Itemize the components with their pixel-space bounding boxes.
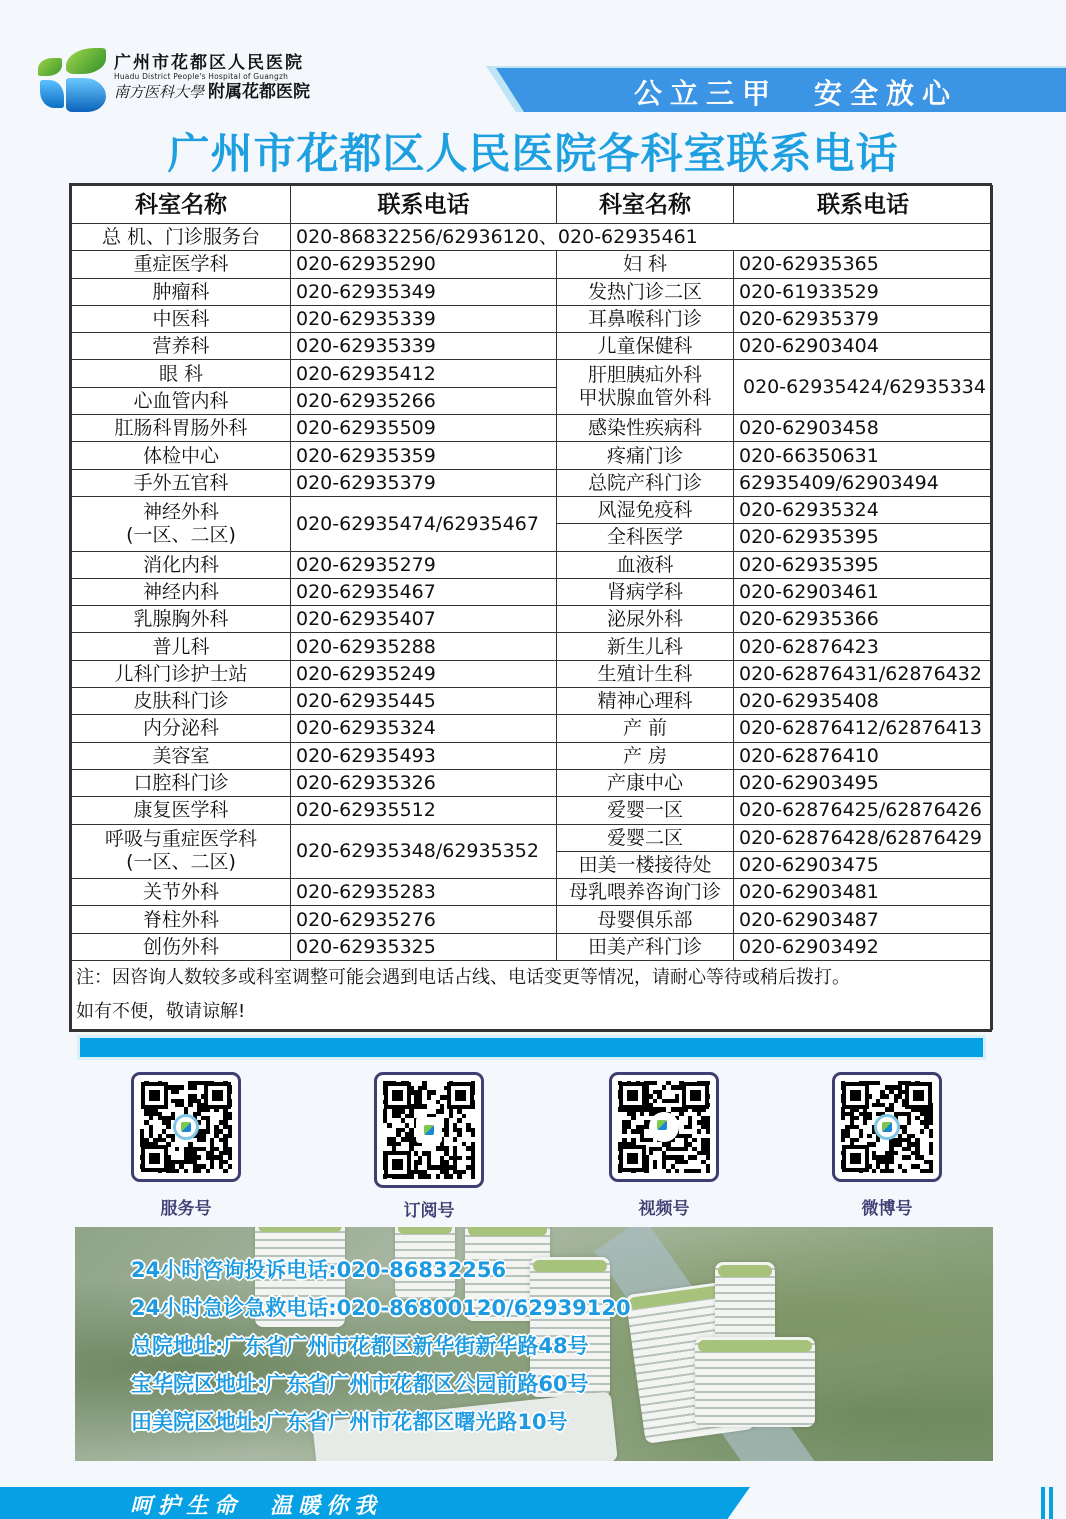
page-title: 广州市花都区人民医院各科室联系电话 bbox=[167, 129, 899, 178]
dept-name: 产 房 bbox=[557, 742, 734, 769]
qr-subscription-account[interactable] bbox=[369, 1072, 489, 1221]
table-row bbox=[72, 578, 993, 605]
contact-info-block bbox=[131, 1251, 631, 1441]
table-row bbox=[72, 633, 993, 660]
dept-phone: 020-62935395 bbox=[734, 524, 993, 551]
dept-name: 田美产科门诊 bbox=[557, 933, 734, 960]
dept-phone: 62935409/62903494 bbox=[734, 469, 993, 496]
dept-phone: 020-62935339 bbox=[291, 305, 557, 332]
dept-phone: 020-62935474/62935467 bbox=[291, 496, 557, 551]
dept-phone: 020-62935379 bbox=[291, 469, 557, 496]
dept-phone: 020-62935424/62935334 bbox=[734, 360, 993, 415]
note-cell bbox=[72, 961, 993, 1030]
table-row bbox=[72, 660, 993, 687]
dept-phone: 020-66350631 bbox=[734, 442, 993, 469]
dept-phone: 020-62935290 bbox=[291, 251, 557, 278]
dept-name: 血液科 bbox=[557, 551, 734, 578]
hotline-emergency: 24小时急诊急救电话:020-86800120/62939120 bbox=[131, 1296, 631, 1320]
table-row bbox=[72, 742, 993, 769]
qr-video-account[interactable] bbox=[604, 1072, 724, 1219]
qr-code-icon[interactable] bbox=[832, 1072, 942, 1182]
dept-name: 生殖计生科 bbox=[557, 660, 734, 687]
dept-name: 康复医学科 bbox=[72, 797, 291, 824]
table-row bbox=[72, 824, 993, 851]
dept-name: 重症医学科 bbox=[72, 251, 291, 278]
dept-phone: 020-62935276 bbox=[291, 906, 557, 933]
dept-name: 感染性疾病科 bbox=[557, 415, 734, 442]
dept-phone: 020-62935365 bbox=[734, 251, 993, 278]
table-row bbox=[72, 305, 993, 332]
dept-phone: 020-62903404 bbox=[734, 333, 993, 360]
qr-label: 订阅号 bbox=[403, 1201, 455, 1221]
dept-phone: 020-62935395 bbox=[734, 551, 993, 578]
qr-code-icon[interactable] bbox=[131, 1072, 241, 1182]
dept-name: 口腔科门诊 bbox=[72, 769, 291, 796]
dept-name-line1: 肝胆胰疝外科 bbox=[587, 364, 702, 387]
dept-name: 乳腺胸外科 bbox=[72, 606, 291, 633]
table-row bbox=[72, 769, 993, 796]
dept-phone: 020-62935288 bbox=[291, 633, 557, 660]
dept-phone: 020-62935324 bbox=[291, 715, 557, 742]
qr-label: 视频号 bbox=[638, 1199, 690, 1219]
dept-name: 创伤外科 bbox=[72, 933, 291, 960]
dept-phone: 020-62903475 bbox=[734, 851, 993, 878]
qr-label: 微博号 bbox=[861, 1199, 913, 1219]
table-row bbox=[72, 278, 993, 305]
dept-name: 精神心理科 bbox=[557, 688, 734, 715]
dept-phone: 020-62935467 bbox=[291, 578, 557, 605]
dept-phone: 020-62903495 bbox=[734, 769, 993, 796]
table-row bbox=[72, 879, 993, 906]
qr-code-icon[interactable] bbox=[609, 1072, 719, 1182]
table-row bbox=[72, 933, 993, 960]
dept-name bbox=[72, 496, 291, 551]
dept-name: 肾病学科 bbox=[557, 578, 734, 605]
address-tianmei: 田美院区地址:广东省广州市花都区曙光路10号 bbox=[131, 1410, 568, 1434]
dept-name: 消化内科 bbox=[72, 551, 291, 578]
dept-name: 中医科 bbox=[72, 305, 291, 332]
dept-name: 营养科 bbox=[72, 333, 291, 360]
dept-name bbox=[557, 360, 734, 415]
dept-name: 母乳喂养咨询门诊 bbox=[557, 879, 734, 906]
dept-phone: 020-62935493 bbox=[291, 742, 557, 769]
dept-phone: 020-62935326 bbox=[291, 769, 557, 796]
dept-phone: 020-62935249 bbox=[291, 660, 557, 687]
dept-phone: 020-62935512 bbox=[291, 797, 557, 824]
dept-name: 肿瘤科 bbox=[72, 278, 291, 305]
dept-name-line2: 甲状腺血管外科 bbox=[578, 387, 712, 410]
dept-name: 风湿免疫科 bbox=[557, 496, 734, 523]
footer-stripes-decoration bbox=[1041, 1487, 1063, 1519]
dept-phone: 020-62876423 bbox=[734, 633, 993, 660]
dept-phone: 020-62935509 bbox=[291, 415, 557, 442]
dept-name: 发热门诊二区 bbox=[557, 278, 734, 305]
table-row bbox=[72, 715, 993, 742]
table-row bbox=[72, 469, 993, 496]
dept-name: 总 机、门诊服务台 bbox=[72, 224, 291, 251]
dept-phone: 020-62935325 bbox=[291, 933, 557, 960]
dept-phone: 020-62876428/62876429 bbox=[734, 824, 993, 851]
dept-name: 总院产科门诊 bbox=[557, 469, 734, 496]
note-row bbox=[72, 961, 993, 1030]
dept-phone: 020-62935324 bbox=[734, 496, 993, 523]
divider-bar bbox=[80, 1038, 983, 1057]
table-row bbox=[72, 797, 993, 824]
slogan-text: 公立三甲 安全放心 bbox=[633, 77, 958, 110]
dept-phone: 020-62935366 bbox=[734, 606, 993, 633]
dept-name: 泌尿外科 bbox=[557, 606, 734, 633]
table-row bbox=[72, 415, 993, 442]
dept-phone: 020-62876431/62876432 bbox=[734, 660, 993, 687]
dept-name: 田美一楼接待处 bbox=[557, 851, 734, 878]
dept-name: 内分泌科 bbox=[72, 715, 291, 742]
table-row bbox=[72, 688, 993, 715]
dept-name: 心血管内科 bbox=[72, 387, 291, 414]
table-row bbox=[72, 360, 993, 387]
dept-phone: 020-62935266 bbox=[291, 387, 557, 414]
dept-phone: 020-62903492 bbox=[734, 933, 993, 960]
dept-name: 手外五官科 bbox=[72, 469, 291, 496]
dept-name-line2: (一区、二区) bbox=[126, 851, 236, 874]
dept-name: 产康中心 bbox=[557, 769, 734, 796]
dept-name: 儿科门诊护士站 bbox=[72, 660, 291, 687]
header-dept-name-right: 科室名称 bbox=[557, 186, 734, 224]
table-row-main-line bbox=[72, 224, 993, 251]
dept-name-line2: (一区、二区) bbox=[126, 523, 236, 546]
logo-affiliation bbox=[114, 82, 310, 102]
hotline-complaint: 24小时咨询投诉电话:020-86832256 bbox=[131, 1258, 507, 1282]
logo-hospital-name-cn: 广州市花都区人民医院 bbox=[114, 53, 304, 73]
dept-name: 脊柱外科 bbox=[72, 906, 291, 933]
dept-phone: 020-62935349 bbox=[291, 278, 557, 305]
table-header-row bbox=[72, 186, 993, 224]
dept-phone: 020-62935408 bbox=[734, 688, 993, 715]
dept-name-line1: 神经外科 bbox=[142, 500, 219, 523]
dept-name: 耳鼻喉科门诊 bbox=[557, 305, 734, 332]
dept-name: 皮肤科门诊 bbox=[72, 688, 291, 715]
dept-phone: 020-62876425/62876426 bbox=[734, 797, 993, 824]
dept-phone: 020-62935279 bbox=[291, 551, 557, 578]
table-row bbox=[72, 906, 993, 933]
contact-table bbox=[69, 183, 992, 1032]
dept-phone: 020-62935412 bbox=[291, 360, 557, 387]
qr-label: 服务号 bbox=[160, 1199, 212, 1219]
qr-code-icon[interactable] bbox=[374, 1072, 484, 1188]
dept-name: 儿童保健科 bbox=[557, 333, 734, 360]
dept-phone: 020-61933529 bbox=[734, 278, 993, 305]
table-row bbox=[72, 551, 993, 578]
dept-name-line1: 呼吸与重症医学科 bbox=[104, 828, 257, 851]
dept-phone: 020-62935339 bbox=[291, 333, 557, 360]
dept-name: 疼痛门诊 bbox=[557, 442, 734, 469]
dept-name bbox=[72, 824, 291, 879]
logo-hospital-name-en: Huadu District People's Hospital of Guangzh bbox=[114, 72, 289, 81]
dept-name: 普儿科 bbox=[72, 633, 291, 660]
dept-phone: 020-62935445 bbox=[291, 688, 557, 715]
dept-phone: 020-62876410 bbox=[734, 742, 993, 769]
dept-name: 眼 科 bbox=[72, 360, 291, 387]
qr-service-account[interactable] bbox=[126, 1072, 246, 1219]
qr-weibo-account[interactable] bbox=[827, 1072, 947, 1219]
table-row bbox=[72, 251, 993, 278]
note-line-2: 如有不便，敬请谅解! bbox=[76, 1001, 246, 1023]
dept-name: 爱婴一区 bbox=[557, 797, 734, 824]
dept-name: 关节外科 bbox=[72, 879, 291, 906]
dept-name: 全科医学 bbox=[557, 524, 734, 551]
header-phone-right: 联系电话 bbox=[734, 186, 993, 224]
dept-name: 神经内科 bbox=[72, 578, 291, 605]
dept-phone: 020-62935379 bbox=[734, 305, 993, 332]
dept-name: 肛肠科胃肠外科 bbox=[72, 415, 291, 442]
dept-phone: 020-62903481 bbox=[734, 879, 993, 906]
logo-university-script: 南方医科大學 bbox=[114, 83, 205, 101]
dept-phone: 020-62935359 bbox=[291, 442, 557, 469]
address-baohua: 宝华院区地址:广东省广州市花都区公园前路60号 bbox=[131, 1372, 589, 1396]
dept-phone: 020-62903487 bbox=[734, 906, 993, 933]
header-dept-name-left: 科室名称 bbox=[72, 186, 291, 224]
butterfly-leaf-logo-icon bbox=[36, 44, 106, 114]
dept-name: 体检中心 bbox=[72, 442, 291, 469]
dept-name: 美容室 bbox=[72, 742, 291, 769]
logo-affiliation-name: 附属花都医院 bbox=[208, 82, 311, 102]
dept-phone: 020-62935283 bbox=[291, 879, 557, 906]
table-row bbox=[72, 442, 993, 469]
hospital-aerial-photo bbox=[75, 1227, 993, 1461]
table-row bbox=[72, 496, 993, 523]
hospital-logo bbox=[36, 44, 336, 114]
dept-phone: 020-62903461 bbox=[734, 578, 993, 605]
dept-name: 新生儿科 bbox=[557, 633, 734, 660]
dept-phone: 020-62935407 bbox=[291, 606, 557, 633]
dept-phone: 020-62903458 bbox=[734, 415, 993, 442]
address-main: 总院地址:广东省广州市花都区新华街新华路48号 bbox=[131, 1334, 589, 1358]
dept-name: 母婴俱乐部 bbox=[557, 906, 734, 933]
dept-phone: 020-62935348/62935352 bbox=[291, 824, 557, 879]
dept-name: 爱婴二区 bbox=[557, 824, 734, 851]
table-row bbox=[72, 333, 993, 360]
note-line-1: 注：因咨询人数较多或科室调整可能会遇到电话占线、电话变更等情况，请耐心等待或稍后拨打。 bbox=[76, 967, 850, 989]
footer-slogan: 呵护生命 温暖你我 bbox=[130, 1493, 383, 1519]
dept-name: 妇 科 bbox=[557, 251, 734, 278]
dept-phone: 020-62876412/62876413 bbox=[734, 715, 993, 742]
dept-name: 产 前 bbox=[557, 715, 734, 742]
dept-phone: 020-86832256/62936120、020-62935461 bbox=[291, 224, 993, 251]
table-row bbox=[72, 606, 993, 633]
header-phone-left: 联系电话 bbox=[291, 186, 557, 224]
slogan-banner bbox=[486, 66, 1066, 112]
